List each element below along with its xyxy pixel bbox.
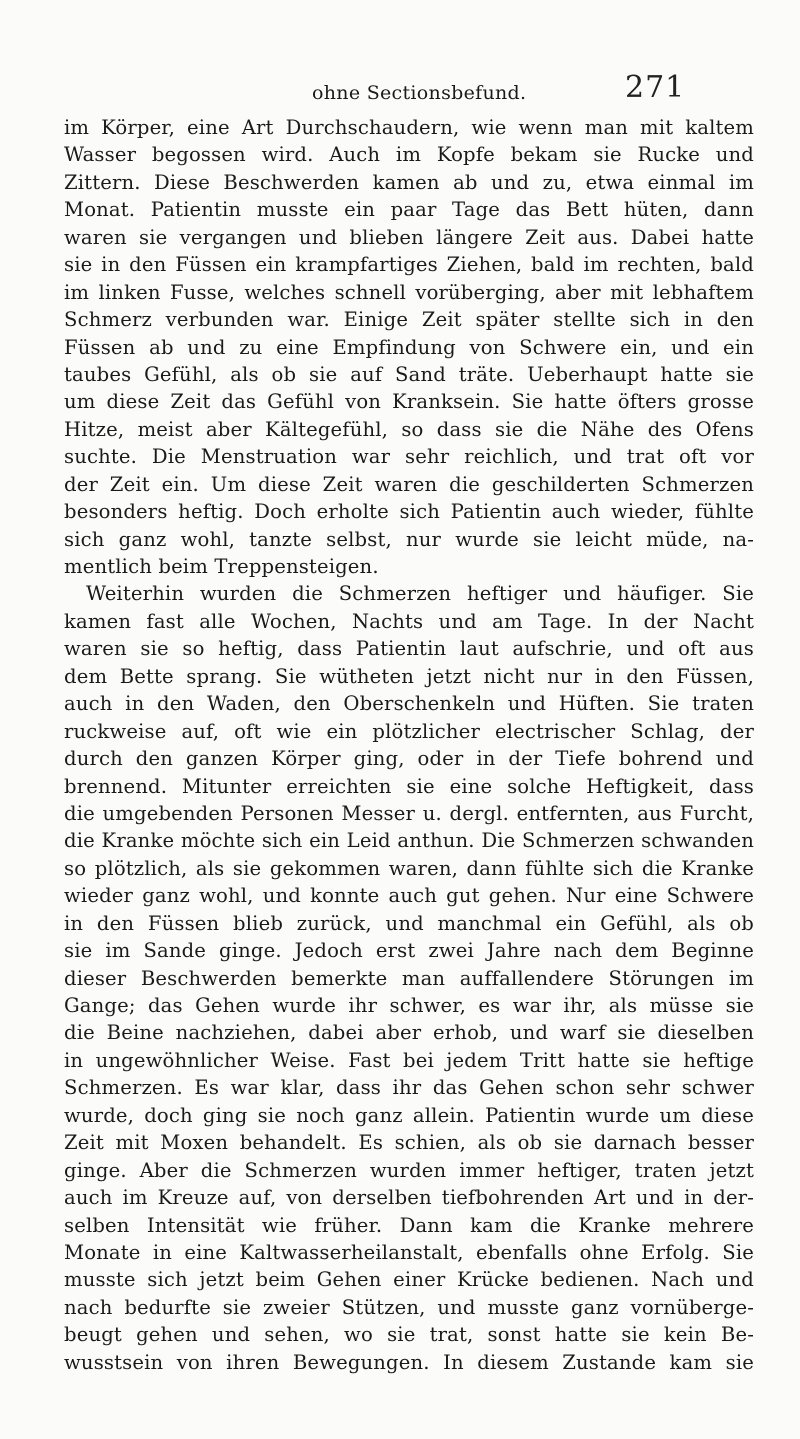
text-line: Gange; das Gehen wurde ihr schwer, es war ihr, als müsse sie	[64, 994, 754, 1017]
text-line: nach bedurfte sie zweier Stützen, und musste ganz vornüberge-	[64, 1295, 754, 1319]
text-line: Monate in eine Kaltwasserheilanstalt, ebenfalls ohne Erfolg. Sie	[64, 1240, 754, 1264]
text-line: waren sie so heftig, dass Patientin laut aufschrie, und oft aus	[64, 637, 754, 661]
text-line: dieser Beschwerden bemerkte man auffallendere Störungen im	[64, 966, 754, 990]
text-line: um diese Zeit das Gefühl von Kranksein. Sie hatte öfters grosse	[64, 390, 754, 414]
text-line: wusstsein von ihren Bewegungen. In diesem Zustande kam sie	[64, 1350, 754, 1374]
page-number: 271	[625, 70, 686, 105]
text-line: durch den ganzen Körper ging, oder in der Tiefe bohrend und	[64, 747, 754, 771]
text-line: selben Intensität wie früher. Dann kam die Kranke mehrere	[64, 1213, 754, 1237]
text-line: sie in den Füssen ein krampfartiges Ziehen, bald im rechten, bald	[64, 253, 754, 277]
text-line: dem Bette sprang. Sie wütheten jetzt nicht nur in den Füssen,	[64, 664, 754, 688]
text-line: brennend. Mitunter erreichten sie eine solche Heftigkeit, dass	[64, 774, 754, 798]
running-title: ohne Sectionsbefund.	[312, 82, 527, 104]
text-line: suchte. Die Menstruation war sehr reichlich, und trat oft vor	[64, 445, 754, 469]
text-line: die Kranke möchte sich ein Leid anthun. Die Schmerzen schwanden	[64, 829, 754, 853]
text-line: in ungewöhnlicher Weise. Fast bei jedem Tritt hatte sie heftige	[64, 1048, 754, 1072]
paragraph-end-line: mentlich beim Treppensteigen.	[64, 555, 379, 578]
text-line: sie im Sande ginge. Jedoch erst zwei Jahre nach dem Beginne	[64, 939, 754, 963]
text-line: im linken Fusse, welches schnell vorüberging, aber mit lebhaftem	[64, 280, 754, 304]
text-line: Zittern. Diese Beschwerden kamen ab und zu, etwa einmal im	[64, 170, 754, 194]
text-line: musste sich jetzt beim Gehen einer Krücke bedienen. Nach und	[64, 1268, 754, 1292]
text-line: besonders heftig. Doch erholte sich Patientin auch wieder, fühlte	[64, 500, 754, 524]
text-line: auch in den Waden, den Oberschenkeln und Hüften. Sie traten	[64, 692, 754, 716]
text-line: waren sie vergangen und blieben längere Zeit aus. Dabei hatte	[64, 225, 754, 249]
text-line: wurde, doch ging sie noch ganz allein. Patientin wurde um diese	[64, 1103, 754, 1127]
text-line: ruckweise auf, oft wie ein plötzlicher electrischer Schlag, der	[64, 719, 754, 743]
text-line: kamen fast alle Wochen, Nachts und am Tage. In der Nacht	[64, 609, 754, 633]
text-line: Schmerzen. Es war klar, dass ihr das Gehen schon sehr schwer	[64, 1076, 754, 1100]
text-line: der Zeit ein. Um diese Zeit waren die geschilderten Schmerzen	[64, 472, 754, 496]
text-line: so plötzlich, als sie gekommen waren, dann fühlte sich die Kranke	[64, 856, 754, 880]
text-line: Hitze, meist aber Kältegefühl, so dass sie die Nähe des Ofens	[64, 417, 754, 441]
text-line: wieder ganz wohl, und konnte auch gut gehen. Nur eine Schwere	[64, 884, 754, 908]
text-line: Monat. Patientin musste ein paar Tage das Bett hüten, dann	[64, 198, 754, 222]
text-line: auch im Kreuze auf, von derselben tiefbohrenden Art und in der-	[64, 1186, 754, 1210]
text-line: Schmerz verbunden war. Einige Zeit später stellte sich in den	[64, 308, 754, 332]
text-line: sich ganz wohl, tanzte selbst, nur wurde sie leicht müde, na-	[64, 527, 754, 551]
body-text	[64, 114, 754, 1376]
text-line: Füssen ab und zu eine Empfindung von Schwere ein, und ein	[64, 335, 754, 359]
text-line: ginge. Aber die Schmerzen wurden immer heftiger, traten jetzt	[64, 1158, 754, 1182]
text-line: die umgebenden Personen Messer u. dergl. entfernten, aus Furcht,	[64, 801, 754, 825]
text-line: im Körper, eine Art Durchschaudern, wie wenn man mit kaltem	[64, 116, 754, 139]
text-line: beugt gehen und sehen, wo sie trat, sonst hatte sie kein Be-	[64, 1323, 754, 1347]
text-line: die Beine nachziehen, dabei aber erhob, und warf sie dieselben	[64, 1021, 754, 1045]
paragraph-start-line: Weiterhin wurden die Schmerzen heftiger und häufiger. Sie	[86, 582, 754, 606]
text-line: Wasser begossen wird. Auch im Kopfe bekam sie Rucke und	[64, 143, 754, 167]
text-line: taubes Gefühl, als ob sie auf Sand träte. Ueberhaupt hatte sie	[64, 362, 754, 386]
text-line: Zeit mit Moxen behandelt. Es schien, als ob sie darnach besser	[64, 1131, 754, 1155]
text-line: in den Füssen blieb zurück, und manchmal ein Gefühl, als ob	[64, 911, 754, 935]
